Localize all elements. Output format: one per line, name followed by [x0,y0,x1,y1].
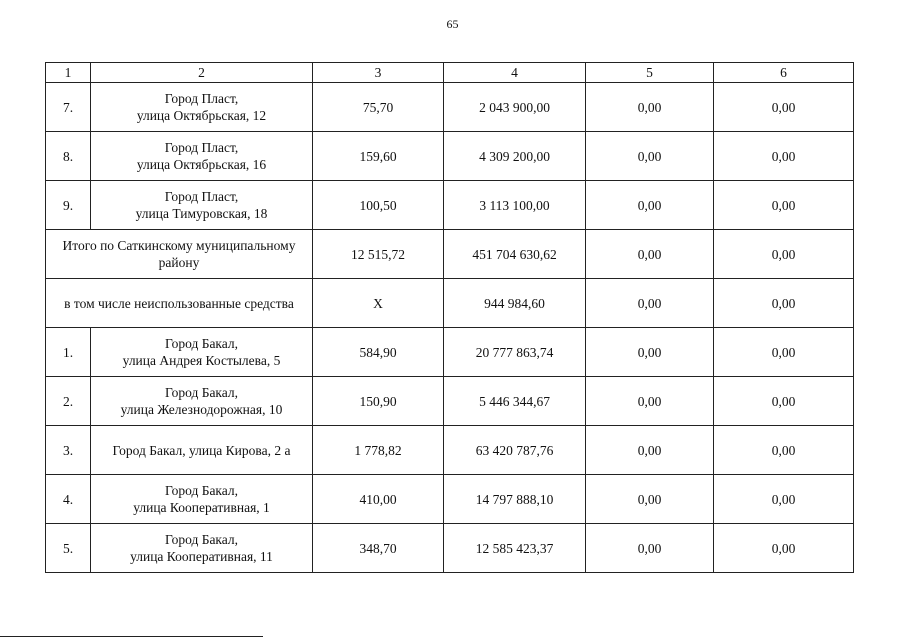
address-line: Город Пласт, [164,140,239,155]
cell-col3: 150,90 [313,377,444,426]
cell-col6: 0,00 [714,328,854,377]
address-cell [91,524,313,573]
cell-col5: 0,00 [586,328,714,377]
cell-col6: 0,00 [714,230,854,279]
page-number: 65 [446,17,459,31]
cell-col3: 159,60 [313,132,444,181]
subtotal-label [46,230,313,279]
cell-col6: 0,00 [714,83,854,132]
address-line: Город Бакал, [164,385,239,400]
cell-col5: 0,00 [586,475,714,524]
cell-col4: 944 984,60 [444,279,586,328]
cell-col3: 75,70 [313,83,444,132]
table-row [46,328,854,377]
table-row [46,132,854,181]
cell-col5: 0,00 [586,426,714,475]
cell-col4: 20 777 863,74 [444,328,586,377]
cell-col4: 63 420 787,76 [444,426,586,475]
address-cell [91,475,313,524]
cell-col5: 0,00 [586,377,714,426]
address-cell [91,377,313,426]
table-header-row [46,63,854,83]
cell-col3: 100,50 [313,181,444,230]
cell-col6: 0,00 [714,132,854,181]
cell-col3: 584,90 [313,328,444,377]
address-line: Город Пласт, [164,189,239,204]
address-cell [91,83,313,132]
address-line: улица Кооперативная, 1 [133,500,270,515]
cell-col3: 410,00 [313,475,444,524]
cell-col5: 0,00 [586,524,714,573]
table-row [46,83,854,132]
address-cell [91,328,313,377]
column-header: 4 [444,63,586,83]
row-number: 1. [46,328,91,377]
address-line: улица Андрея Костылева, 5 [122,353,281,368]
row-number: 7. [46,83,91,132]
cell-col6: 0,00 [714,181,854,230]
address-line: улица Октябрьская, 16 [136,157,267,172]
unused-funds-row [46,279,854,328]
column-header: 3 [313,63,444,83]
address-line: улица Тимуровская, 18 [135,206,268,221]
data-table [45,62,854,573]
table-row [46,426,854,475]
address-line: улица Железнодорожная, 10 [120,402,283,417]
address-cell [91,132,313,181]
cell-col5: 0,00 [586,279,714,328]
cell-col6: 0,00 [714,377,854,426]
footnote-divider [0,636,263,637]
column-header: 6 [714,63,854,83]
address-line: улица Кооперативная, 11 [130,549,273,564]
table-row [46,181,854,230]
cell-col5: 0,00 [586,132,714,181]
table-row [46,524,854,573]
subtotal-label-line: району [158,255,200,270]
address-line: Город Пласт, [164,91,239,106]
cell-col4: 14 797 888,10 [444,475,586,524]
address-cell: Город Бакал, улица Кирова, 2 а [91,426,313,475]
row-number: 8. [46,132,91,181]
column-header: 2 [91,63,313,83]
subtotal-row [46,230,854,279]
cell-col6: 0,00 [714,426,854,475]
address-line: Город Бакал, [164,483,239,498]
cell-col3: 12 515,72 [313,230,444,279]
cell-col5: 0,00 [586,230,714,279]
cell-col4: 451 704 630,62 [444,230,586,279]
cell-col3: 1 778,82 [313,426,444,475]
column-header: 5 [586,63,714,83]
cell-col5: 0,00 [586,181,714,230]
row-number: 3. [46,426,91,475]
unused-funds-label: в том числе неиспользованные средства [46,279,313,328]
cell-col4: 2 043 900,00 [444,83,586,132]
cell-col4: 5 446 344,67 [444,377,586,426]
row-number: 4. [46,475,91,524]
cell-col6: 0,00 [714,279,854,328]
row-number: 5. [46,524,91,573]
address-line: Город Бакал, [164,532,239,547]
cell-col3: 348,70 [313,524,444,573]
cell-col5: 0,00 [586,83,714,132]
row-number: 9. [46,181,91,230]
address-cell [91,181,313,230]
row-number: 2. [46,377,91,426]
cell-col6: 0,00 [714,524,854,573]
table-row [46,377,854,426]
cell-col6: 0,00 [714,475,854,524]
subtotal-label-line: Итого по Саткинскому муниципальному [62,238,296,253]
column-header: 1 [46,63,91,83]
address-line: Город Бакал, [164,336,239,351]
address-line: улица Октябрьская, 12 [136,108,267,123]
cell-col3: Х [313,279,444,328]
cell-col4: 12 585 423,37 [444,524,586,573]
table-row [46,475,854,524]
cell-col4: 4 309 200,00 [444,132,586,181]
cell-col4: 3 113 100,00 [444,181,586,230]
